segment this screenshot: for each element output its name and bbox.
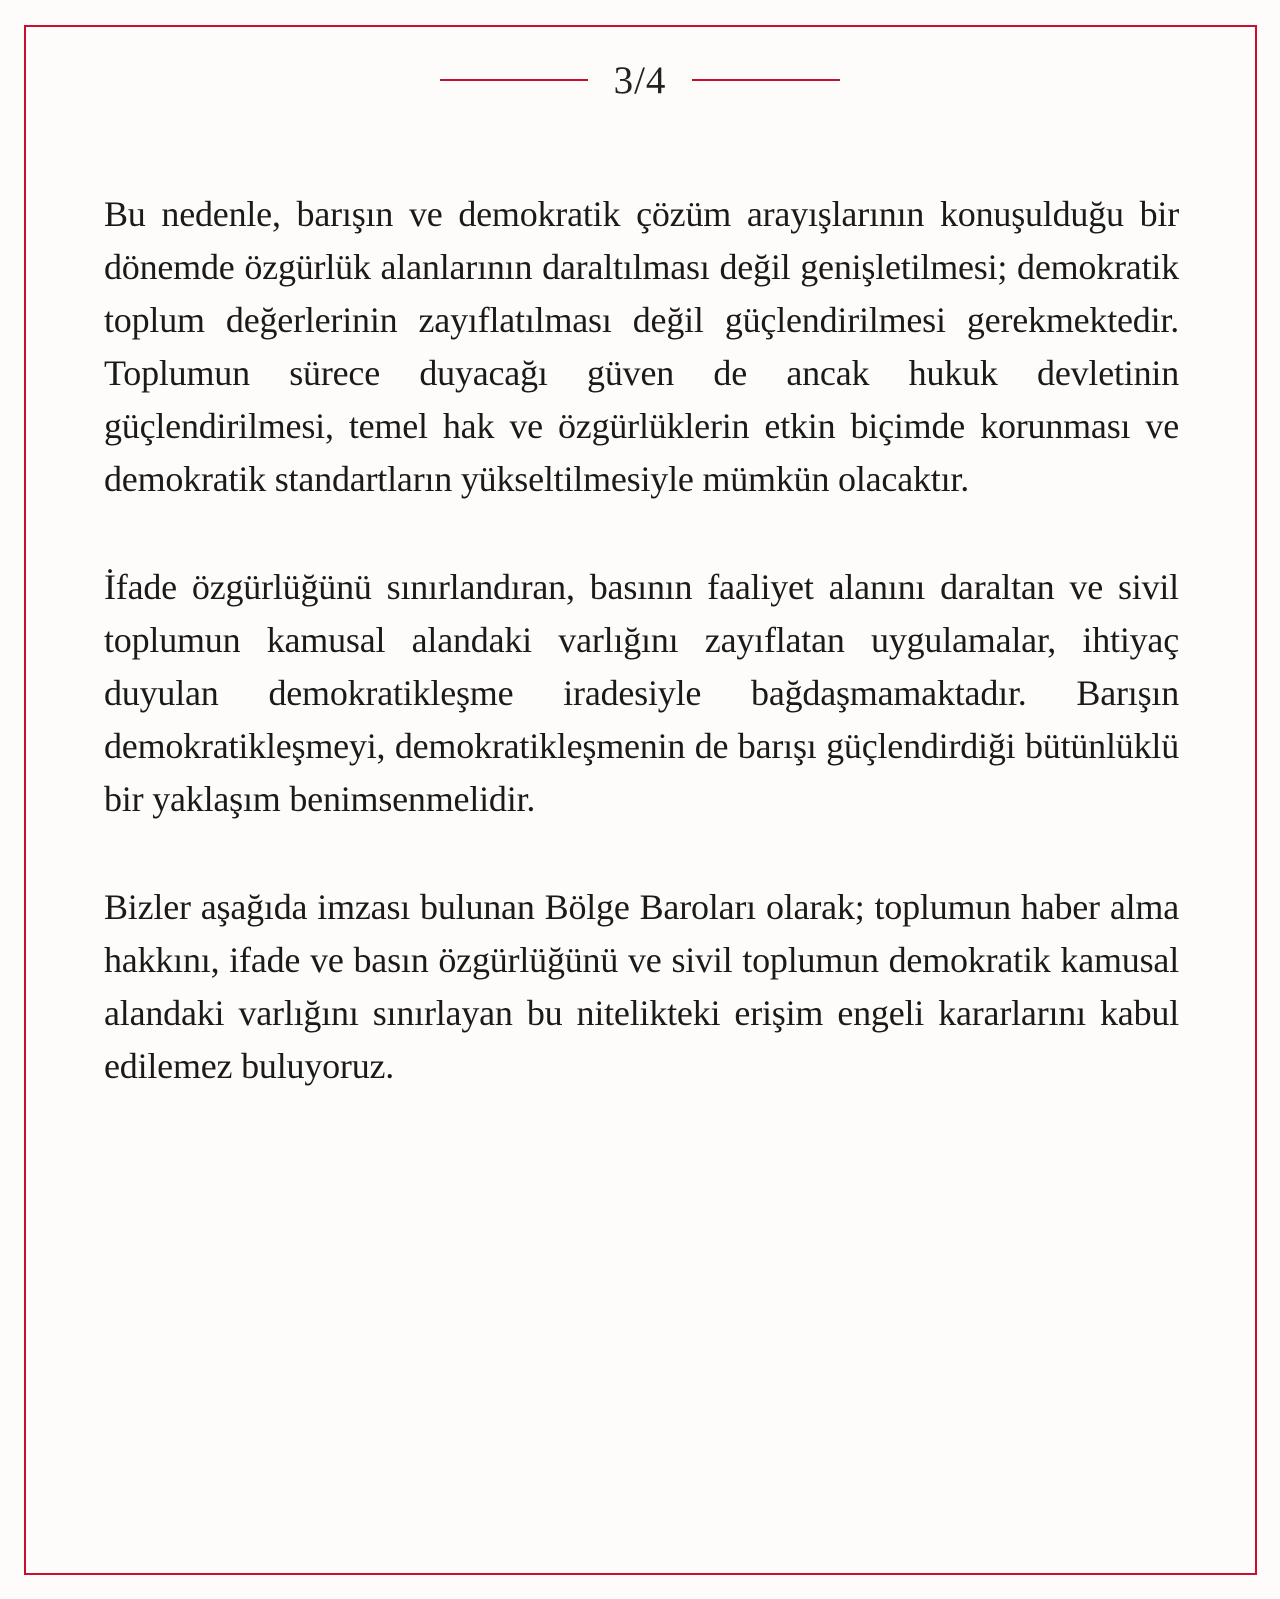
page-header [0,52,1280,108]
document-body [104,188,1179,1148]
header-rule-right [692,79,840,81]
paragraph-3: Bizler aşağıda imzası bulunan Bölge Baroları olarak; toplumun haber alma hakkını, ifade ve basın özgürlüğünü ve sivil toplumun demokratik kamusal alandaki varlığını sınırlayan bu nitelikteki erişim engeli kararlarını kabul edilemez buluyoruz. [104,887,1179,1086]
header-rule-left [440,79,588,81]
paragraph-1: Bu nedenle, barışın ve demokratik çözüm arayışlarının konuşulduğu bir dönemde özgürlük alanlarının daraltılması değil genişletilmesi; demokratik toplum değerlerinin zayıflatılması değil güçlendirilmesi gerekmektedir. Toplumun sürece duyacağı güven de ancak hukuk devletinin güçlendirilmesi, temel hak ve özgürlüklerin etkin biçimde korunması ve demokratik standartların yükseltilmesiyle mümkün olacaktır. [104,194,1179,499]
paragraph-2: İfade özgürlüğünü sınırlandıran, basının faaliyet alanını daraltan ve sivil toplumun kamusal alandaki varlığını zayıflatan uygulamalar, ihtiyaç duyulan demokratikleşme iradesiyle bağdaşmamaktadır. Barışın demokratikleşmeyi, demokratikleşmenin de barışı güçlendirdiği bütünlüklü bir yaklaşım benimsenmelidir. [104,567,1179,819]
page-number: 3/4 [613,58,667,102]
